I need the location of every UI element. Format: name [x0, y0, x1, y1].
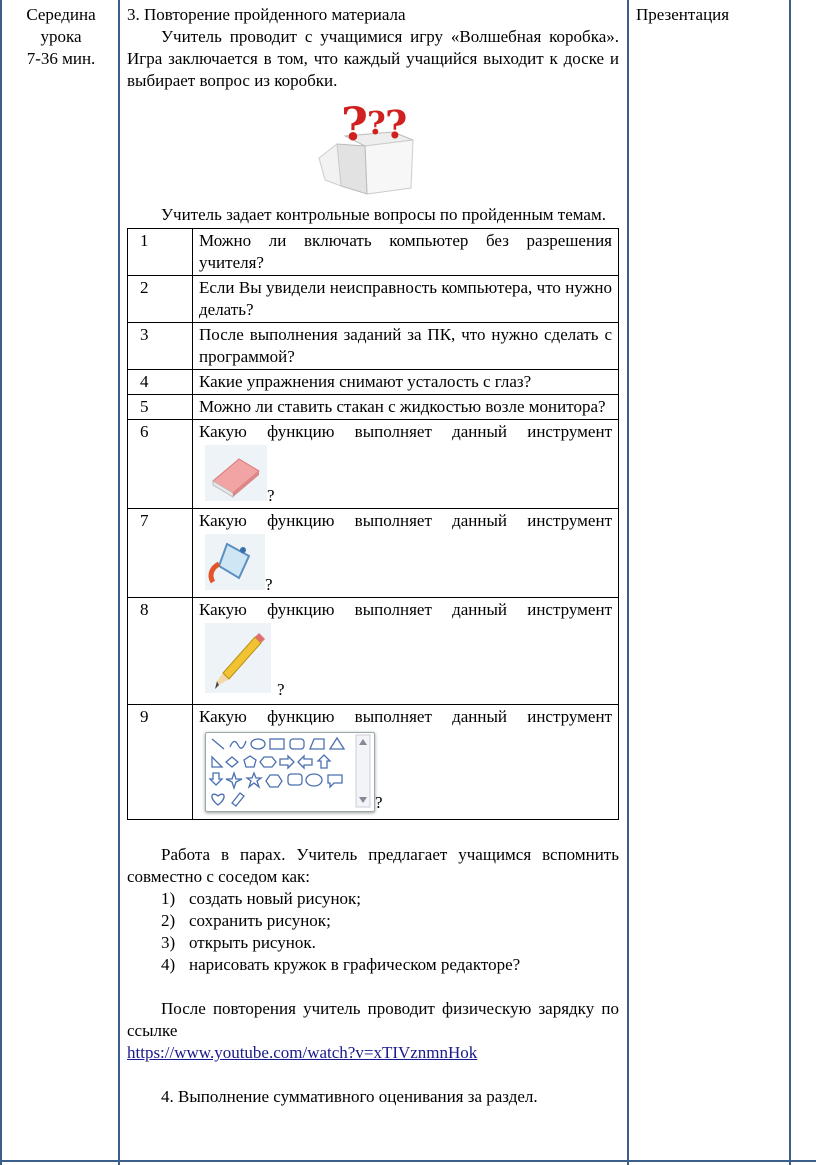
- question-number: 8: [128, 598, 193, 705]
- shapes-grid: [206, 733, 374, 811]
- question-text: Если Вы увидели неисправность компьютера, что нужно делать?: [193, 276, 619, 323]
- question-text: Какие упражнения снимают усталость с глаз?: [193, 370, 619, 395]
- question-cell: [193, 598, 619, 705]
- question-text: Можно ли ставить стакан с жидкостью возле монитора?: [193, 395, 619, 420]
- exercise-text: После повторения учитель проводит физическую зарядку по ссылке: [127, 999, 619, 1040]
- table-row: [128, 395, 619, 420]
- table-row: [128, 598, 619, 705]
- pairs-intro: Работа в парах. Учитель предлагает учащимся вспомнить совместно с соседом как:: [127, 845, 619, 886]
- fill-bucket-icon: [205, 534, 265, 590]
- game-intro: Учитель проводит с учащимися игру «Волшебная коробка». Игра заключается в том, что каждый учащийся выходит к доске и выбирает вопрос из коробки.: [127, 27, 619, 90]
- questions-intro: Учитель задает контрольные вопросы по пройденным темам.: [161, 205, 606, 224]
- table-divider-2: [627, 0, 629, 1165]
- svg-text:?: ?: [367, 104, 386, 142]
- question-text: Какую функцию выполняет данный инструмент: [199, 422, 612, 441]
- table-row: [128, 370, 619, 395]
- table-border-left: [0, 0, 2, 1165]
- list-item: [127, 888, 619, 910]
- content-cell: [127, 4, 619, 1108]
- table-row: [128, 323, 619, 370]
- question-mark: ?: [267, 486, 275, 505]
- list-text: открыть рисунок.: [189, 933, 316, 952]
- list-number: 2): [161, 911, 176, 930]
- table-row: [128, 420, 619, 509]
- question-text: Какую функцию выполняет данный инструмент: [199, 600, 612, 619]
- table-row: [128, 705, 619, 820]
- exercise-video-link[interactable]: https://www.youtube.com/watch?v=xTIVznmnHok: [127, 1043, 478, 1062]
- pairs-list: [127, 888, 619, 976]
- section-heading: 3. Повторение пройденного материала: [127, 5, 406, 24]
- question-mark: ?: [277, 680, 285, 699]
- list-text: нарисовать кружок в графическом редакторе?: [189, 955, 521, 974]
- question-text: Какую функцию выполняет данный инструмент: [199, 511, 612, 530]
- resources-text: Презентация: [636, 5, 730, 24]
- stage-line: урока: [40, 27, 82, 46]
- pencil-icon: [205, 623, 271, 693]
- question-mark: ?: [265, 575, 273, 594]
- questions-table: [127, 228, 619, 820]
- svg-text:?: ?: [341, 97, 368, 151]
- magic-box-image: [127, 92, 619, 204]
- eraser-icon: [205, 445, 267, 501]
- list-number: 4): [161, 955, 176, 974]
- question-box-icon: [315, 96, 435, 200]
- list-number: 1): [161, 889, 176, 908]
- list-text: создать новый рисунок;: [189, 889, 362, 908]
- question-text: Можно ли включать компьютер без разрешения учителя?: [193, 229, 619, 276]
- table-divider-3: [789, 0, 791, 1165]
- question-text: После выполнения заданий за ПК, что нужно сделать с программой?: [193, 323, 619, 370]
- table-row: [128, 509, 619, 598]
- table-border-bottom: [0, 1160, 816, 1162]
- question-text: Какую функцию выполняет данный инструмент: [199, 707, 612, 726]
- question-number: 5: [128, 395, 193, 420]
- stage-cell: [6, 4, 116, 70]
- question-cell: [193, 420, 619, 509]
- list-item: [127, 954, 619, 976]
- list-item: [127, 932, 619, 954]
- question-number: 7: [128, 509, 193, 598]
- question-cell: [193, 705, 619, 820]
- question-number: 4: [128, 370, 193, 395]
- list-text: сохранить рисунок;: [189, 911, 331, 930]
- question-mark: ?: [375, 793, 383, 812]
- resources-cell: [636, 4, 806, 26]
- svg-text:?: ?: [385, 102, 408, 147]
- question-number: 1: [128, 229, 193, 276]
- table-row: [128, 229, 619, 276]
- summative-heading: 4. Выполнение суммативного оценивания за раздел.: [161, 1087, 538, 1106]
- list-item: [127, 910, 619, 932]
- question-number: 9: [128, 705, 193, 820]
- table-row: [128, 276, 619, 323]
- table-divider-1: [118, 0, 120, 1165]
- shapes-palette-icon: [205, 732, 375, 812]
- stage-time: 7-36 мин.: [26, 49, 96, 68]
- question-number: 6: [128, 420, 193, 509]
- stage-line: Середина: [26, 5, 96, 24]
- question-number: 3: [128, 323, 193, 370]
- question-number: 2: [128, 276, 193, 323]
- list-number: 3): [161, 933, 176, 952]
- question-cell: [193, 509, 619, 598]
